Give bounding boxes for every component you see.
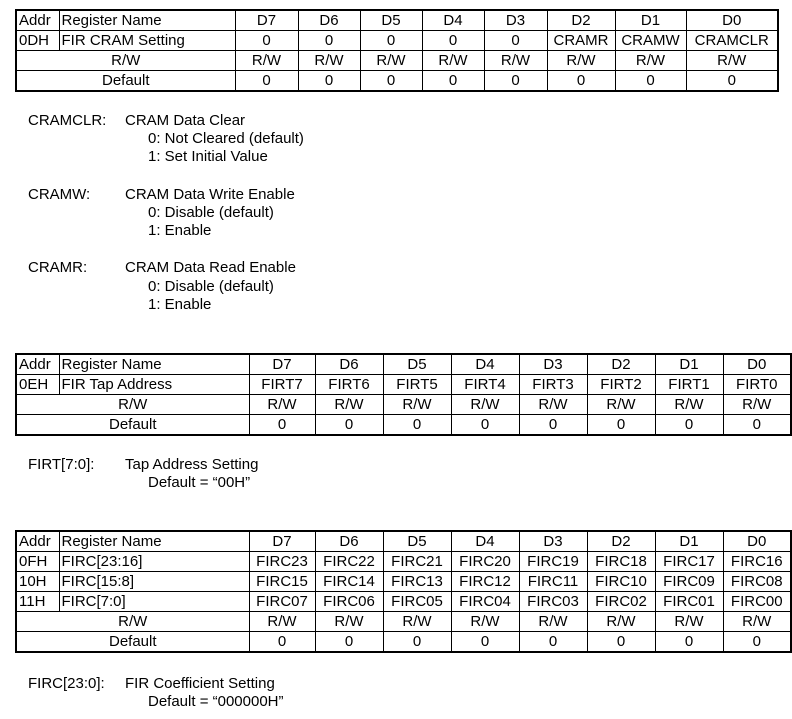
bit-cell: FIRC13 (383, 572, 451, 592)
bit-cell: 0 (360, 31, 422, 51)
default-cell: 0 (383, 632, 451, 653)
field-key: FIRC[23:0]: (28, 675, 105, 692)
rw-row (16, 395, 791, 415)
bit-header-d6: D6 (315, 354, 383, 375)
default-row (16, 632, 791, 653)
bit-cell: FIRC06 (315, 592, 383, 612)
bit-cell: FIRT2 (587, 375, 655, 395)
bit-header-d4: D4 (451, 531, 519, 552)
rw-cell: R/W (655, 612, 723, 632)
rw-cell: R/W (686, 51, 778, 71)
rw-cell: R/W (587, 395, 655, 415)
field-option: 0: Disable (default) (148, 204, 274, 221)
bit-header-d3: D3 (484, 10, 547, 31)
rw-cell: R/W (422, 51, 484, 71)
bit-cell: FIRC20 (451, 552, 519, 572)
field-title: Tap Address Setting (125, 456, 259, 473)
default-cell: 0 (249, 632, 315, 653)
default-row (16, 71, 778, 92)
bit-cell: FIRT0 (723, 375, 791, 395)
bit-header-d7: D7 (235, 10, 298, 31)
default-cell: 0 (615, 71, 686, 92)
default-cell: 0 (655, 632, 723, 653)
bit-header-d1: D1 (615, 10, 686, 31)
bit-cell: FIRC10 (587, 572, 655, 592)
bit-header-d3: D3 (519, 531, 587, 552)
default-cell: 0 (315, 632, 383, 653)
register-addr: 0FH (16, 552, 59, 572)
bit-cell: FIRC02 (587, 592, 655, 612)
bit-cell: FIRT1 (655, 375, 723, 395)
rw-cell: R/W (723, 612, 791, 632)
bit-header-d1: D1 (655, 531, 723, 552)
bit-cell: FIRC11 (519, 572, 587, 592)
rw-cell: R/W (451, 395, 519, 415)
rw-cell: R/W (519, 612, 587, 632)
addr-header: Addr (16, 10, 59, 31)
bit-cell: FIRC17 (655, 552, 723, 572)
field-option: 0: Not Cleared (default) (148, 130, 304, 147)
bit-cell: FIRT6 (315, 375, 383, 395)
default-label: Default (16, 71, 235, 92)
rw-cell: R/W (451, 612, 519, 632)
bit-cell: FIRC12 (451, 572, 519, 592)
bit-cell: 0 (422, 31, 484, 51)
bit-cell: FIRC00 (723, 592, 791, 612)
default-cell: 0 (298, 71, 360, 92)
bit-cell: FIRC19 (519, 552, 587, 572)
bit-header-d0: D0 (686, 10, 778, 31)
default-cell: 0 (484, 71, 547, 92)
bit-header-d6: D6 (298, 10, 360, 31)
bit-header-d5: D5 (383, 354, 451, 375)
field-title: CRAM Data Write Enable (125, 186, 295, 203)
rw-cell: R/W (315, 612, 383, 632)
default-cell: 0 (587, 632, 655, 653)
header-row (16, 10, 778, 31)
rw-cell: R/W (547, 51, 615, 71)
field-title: CRAM Data Clear (125, 112, 246, 129)
bit-header-d0: D0 (723, 354, 791, 375)
register-row (16, 592, 791, 612)
field-title: FIR Coefficient Setting (125, 675, 275, 692)
default-cell: 0 (315, 415, 383, 436)
bit-cell: CRAMR (547, 31, 615, 51)
register-table-0dh (15, 9, 779, 92)
rw-cell: R/W (383, 612, 451, 632)
register-row (16, 552, 791, 572)
bit-cell: FIRC16 (723, 552, 791, 572)
default-cell: 0 (655, 415, 723, 436)
rw-cell: R/W (383, 395, 451, 415)
bit-cell: CRAMCLR (686, 31, 778, 51)
default-cell: 0 (451, 415, 519, 436)
default-label: Default (16, 415, 249, 436)
default-cell: 0 (249, 415, 315, 436)
field-title: CRAM Data Read Enable (125, 259, 296, 276)
default-cell: 0 (422, 71, 484, 92)
register-name-header: Register Name (59, 354, 249, 375)
default-cell: 0 (547, 71, 615, 92)
rw-label: R/W (16, 395, 249, 415)
rw-cell: R/W (249, 395, 315, 415)
default-cell: 0 (686, 71, 778, 92)
field-option: Default = “00H” (148, 474, 251, 491)
bit-cell: CRAMW (615, 31, 686, 51)
bit-cell: FIRC14 (315, 572, 383, 592)
field-key: CRAMW: (28, 186, 91, 203)
rw-cell: R/W (519, 395, 587, 415)
default-cell: 0 (360, 71, 422, 92)
register-name: FIRC[15:8] (59, 572, 249, 592)
bit-header-d5: D5 (383, 531, 451, 552)
register-row (16, 31, 778, 51)
header-row (16, 531, 791, 552)
bit-header-d2: D2 (587, 531, 655, 552)
register-addr: 0EH (16, 375, 59, 395)
default-cell: 0 (723, 632, 791, 653)
rw-row (16, 51, 778, 71)
rw-cell: R/W (298, 51, 360, 71)
register-name: FIR CRAM Setting (59, 31, 235, 51)
bit-header-d5: D5 (360, 10, 422, 31)
register-name: FIR Tap Address (59, 375, 249, 395)
bit-header-d2: D2 (547, 10, 615, 31)
bit-cell: 0 (298, 31, 360, 51)
default-cell: 0 (519, 415, 587, 436)
register-addr: 11H (16, 592, 59, 612)
default-cell: 0 (235, 71, 298, 92)
rw-label: R/W (16, 51, 235, 71)
bit-cell: FIRT4 (451, 375, 519, 395)
header-row (16, 354, 791, 375)
default-label: Default (16, 632, 249, 653)
register-addr: 0DH (16, 31, 59, 51)
default-cell: 0 (587, 415, 655, 436)
bit-header-d7: D7 (249, 531, 315, 552)
bit-cell: FIRC09 (655, 572, 723, 592)
default-cell: 0 (451, 632, 519, 653)
bit-cell: FIRC22 (315, 552, 383, 572)
register-name-header: Register Name (59, 10, 235, 31)
field-key: CRAMR: (28, 259, 88, 276)
rw-cell: R/W (484, 51, 547, 71)
default-row (16, 415, 791, 436)
addr-header: Addr (16, 531, 59, 552)
bit-cell: 0 (235, 31, 298, 51)
bit-cell: FIRC21 (383, 552, 451, 572)
rw-row (16, 612, 791, 632)
bit-header-d0: D0 (723, 531, 791, 552)
rw-cell: R/W (723, 395, 791, 415)
register-name: FIRC[23:16] (59, 552, 249, 572)
bit-cell: FIRC04 (451, 592, 519, 612)
rw-cell: R/W (655, 395, 723, 415)
field-key: FIRT[7:0]: (28, 456, 95, 473)
rw-cell: R/W (587, 612, 655, 632)
bit-header-d6: D6 (315, 531, 383, 552)
default-cell: 0 (383, 415, 451, 436)
bit-cell: FIRC15 (249, 572, 315, 592)
rw-label: R/W (16, 612, 249, 632)
bit-header-d4: D4 (422, 10, 484, 31)
bit-cell: FIRC03 (519, 592, 587, 612)
bit-header-d3: D3 (519, 354, 587, 375)
bit-cell: FIRC01 (655, 592, 723, 612)
bit-cell: FIRC05 (383, 592, 451, 612)
bit-cell: FIRT5 (383, 375, 451, 395)
bit-header-d7: D7 (249, 354, 315, 375)
rw-cell: R/W (360, 51, 422, 71)
bit-cell: FIRC08 (723, 572, 791, 592)
bit-cell: FIRC18 (587, 552, 655, 572)
rw-cell: R/W (235, 51, 298, 71)
field-option: 0: Disable (default) (148, 278, 274, 295)
register-row (16, 572, 791, 592)
bit-header-d1: D1 (655, 354, 723, 375)
bit-cell: FIRC23 (249, 552, 315, 572)
field-option: 1: Enable (148, 222, 212, 239)
register-table-0fh-11h (15, 530, 792, 653)
register-row (16, 375, 791, 395)
field-option: Default = “000000H” (148, 693, 284, 710)
field-key: CRAMCLR: (28, 112, 107, 129)
rw-cell: R/W (249, 612, 315, 632)
rw-cell: R/W (615, 51, 686, 71)
default-cell: 0 (519, 632, 587, 653)
register-name-header: Register Name (59, 531, 249, 552)
bit-header-d2: D2 (587, 354, 655, 375)
register-name: FIRC[7:0] (59, 592, 249, 612)
register-addr: 10H (16, 572, 59, 592)
bit-cell: 0 (484, 31, 547, 51)
field-option: 1: Enable (148, 296, 212, 313)
bit-cell: FIRT3 (519, 375, 587, 395)
field-option: 1: Set Initial Value (148, 148, 268, 165)
rw-cell: R/W (315, 395, 383, 415)
bit-header-d4: D4 (451, 354, 519, 375)
bit-cell: FIRT7 (249, 375, 315, 395)
default-cell: 0 (723, 415, 791, 436)
addr-header: Addr (16, 354, 59, 375)
bit-cell: FIRC07 (249, 592, 315, 612)
register-table-0eh (15, 353, 792, 436)
